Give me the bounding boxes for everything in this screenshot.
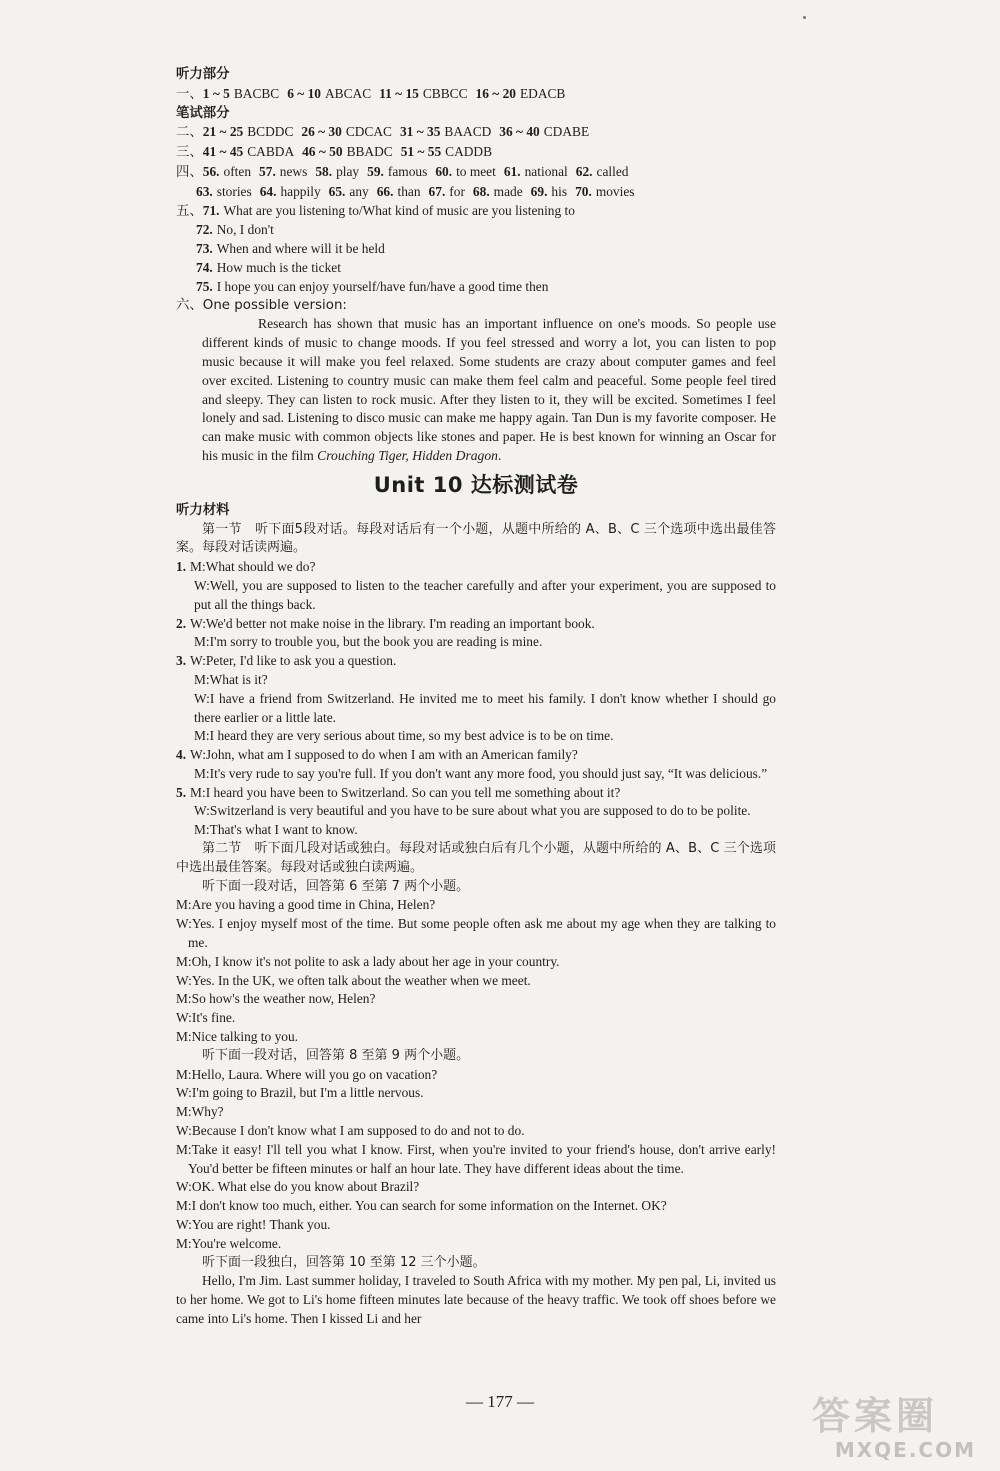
- dialog-line: [176, 577, 776, 615]
- dialog-line: [176, 727, 776, 746]
- answer-letters: ABCAC: [325, 85, 372, 101]
- item-number: 71.: [202, 202, 220, 218]
- item-number: 67.: [428, 183, 446, 199]
- speaker: M:: [194, 728, 210, 744]
- answer-range: 41 ~ 45: [202, 144, 244, 160]
- utterance: I'm sorry to trouble you, but the book you are reading is mine.: [209, 634, 543, 650]
- dialog-text: [194, 728, 613, 743]
- answer-range: 36 ~ 40: [499, 124, 540, 140]
- dialog-line: [176, 802, 776, 821]
- item-answer: to meet: [456, 163, 496, 179]
- utterance: Hello, Laura. Where will you go on vacation?: [191, 1066, 438, 1082]
- dialog-line: [176, 1197, 776, 1216]
- speaker: W:: [176, 916, 192, 932]
- part-2-instructions: 第二节 听下面几段对话或独白。每段对话或独白后有几个小题，从题中所给的 A、B、C 三个选项中选出最佳答案。每段对话或独白读两遍。: [176, 841, 776, 875]
- item-answer: I hope you can enjoy yourself/have fun/have a good time then: [216, 278, 549, 294]
- answer-letters: CBBCC: [422, 85, 468, 101]
- utterance: Yes. In the UK, we often talk about the weather when we meet.: [191, 972, 531, 988]
- answer-range: 51 ~ 55: [400, 144, 442, 160]
- answer-letters: BAACD: [444, 124, 492, 140]
- item-number: 61.: [503, 163, 521, 179]
- item-number: 74.: [196, 259, 213, 275]
- section-1-answers: [176, 85, 776, 105]
- dialog-text: [194, 634, 542, 649]
- speaker: M:: [176, 1198, 192, 1214]
- dialog-text: [190, 559, 315, 574]
- item-answer: news: [279, 163, 308, 179]
- dialog-text: [194, 672, 268, 687]
- utterance: Nice talking to you.: [191, 1029, 299, 1045]
- section-label: 二、: [176, 125, 203, 141]
- section-label: 四、: [176, 164, 203, 180]
- item-number: 69.: [530, 183, 548, 199]
- speaker: M:: [176, 1235, 192, 1251]
- utterance: Well, you are supposed to listen to the teacher carefully and after your experiment, you are supposed to put all the things back.: [194, 577, 776, 612]
- section-6-label: 六、One possible version:: [176, 297, 347, 313]
- dialog-text: [190, 653, 396, 668]
- listening-header: 听力部分: [176, 67, 230, 82]
- dialog-line: [176, 896, 776, 915]
- item-answer: any: [349, 183, 369, 199]
- answer-letters: BACBC: [233, 85, 280, 101]
- section-5-item: [176, 221, 776, 240]
- dialog-line: [176, 1178, 776, 1197]
- item-number: 75.: [196, 278, 213, 294]
- speaker: W:: [190, 615, 206, 631]
- speaker: W:: [176, 1217, 192, 1233]
- section-4-row-2: [176, 183, 776, 202]
- dialog-text: [190, 785, 620, 800]
- dialog-line: [176, 1084, 776, 1103]
- utterance: John, what am I supposed to do when I am with an American family?: [205, 747, 578, 763]
- speaker: M:: [190, 784, 206, 800]
- dialog-number: 3.: [176, 653, 187, 669]
- section-5-item: [176, 259, 776, 278]
- section-3-answers: [176, 143, 776, 163]
- item-answer: made: [493, 183, 523, 199]
- item-answer: stories: [216, 183, 252, 199]
- item-number: 57.: [259, 163, 276, 179]
- item-number: 58.: [315, 163, 333, 179]
- dialog-line: [176, 690, 776, 728]
- item-number: 65.: [328, 183, 346, 199]
- speaker: W:: [176, 1085, 192, 1101]
- answer-range: 1 ~ 5: [202, 85, 230, 101]
- item-number: 63.: [196, 183, 213, 199]
- answer-letters: CDABE: [543, 124, 590, 140]
- answer-letters: CABDA: [247, 144, 295, 160]
- section-label: 一、: [176, 86, 203, 102]
- dialog-line: [176, 671, 776, 690]
- page-number: — 177 —: [466, 1392, 534, 1411]
- dialog-line: [176, 652, 776, 671]
- answer-letters: CDCAC: [345, 124, 392, 140]
- speaker: M:: [176, 1066, 192, 1082]
- dialog-text: [190, 747, 578, 762]
- item-answer: How much is the ticket: [216, 259, 341, 275]
- speaker: M:: [194, 765, 210, 781]
- dialog-line: [176, 1216, 776, 1235]
- speaker: W:: [190, 653, 206, 669]
- utterance: It's very rude to say you're full. If you don't want any more food, you should just say, “It was delicious.”: [209, 765, 768, 781]
- utterance: Yes. I enjoy myself most of the time. But some people often ask me about my age when they are talking to me.: [188, 916, 776, 951]
- unit-title: Unit 10 达标测试卷: [373, 472, 579, 497]
- dialog-line: [176, 953, 776, 972]
- utterance: I have a friend from Switzerland. He invited me to meet his family. I don't know whether I should go there earlier or a little late.: [194, 690, 776, 725]
- utterance: So how's the weather now, Helen?: [191, 991, 376, 1007]
- speaker: M:: [176, 991, 192, 1007]
- section-label: 三、: [176, 145, 203, 161]
- dialog-intro: 听下面一段对话，回答第 8 至第 9 两个小题。: [202, 1047, 470, 1063]
- item-number: 56.: [202, 163, 220, 179]
- answer-range: 16 ~ 20: [475, 85, 516, 101]
- dialog-line: [176, 972, 776, 991]
- utterance: Why?: [191, 1104, 224, 1120]
- speaker: M:: [176, 1141, 192, 1157]
- item-answer: famous: [387, 163, 428, 179]
- answer-range: 11 ~ 15: [379, 85, 419, 101]
- answer-range: 26 ~ 30: [301, 124, 342, 140]
- answer-letters: BBADC: [346, 144, 393, 160]
- utterance: Because I don't know what I am supposed to do and not to do.: [191, 1123, 525, 1139]
- dialog-text: [190, 616, 595, 631]
- speaker: M:: [176, 897, 192, 913]
- speaker: M:: [190, 559, 206, 575]
- monologue-intro: 听下面一段独白，回答第 10 至第 12 三个小题。: [202, 1254, 486, 1270]
- utterance: That's what I want to know.: [209, 822, 358, 838]
- item-answer: called: [596, 163, 629, 179]
- dialog-intro: 听下面一段对话，回答第 6 至第 7 两个小题。: [202, 878, 470, 894]
- dialog-text: [194, 822, 358, 837]
- item-number: 66.: [376, 183, 394, 199]
- speaker: W:: [190, 747, 206, 763]
- item-answer: for: [449, 183, 465, 199]
- essay-text: Research has shown that music has an important influence on one's moods. So people use different kinds of music to change moods. If you feel stressed and worry a lot, you can listen to pop music because it will make you feel relaxed. Some students are crazy about computer games and feel over excited. Listening to country music can make them feel calm and peaceful. Some people feel tired and sleepy. They can listen to rock music. After they listen to it, they will be excited. Sometimes I feel lonely and sad. Listening to disco music can make me happy again. Tan Dun is my favorite composer. He can make music with common objects like stones and paper. He is best known for winning an Oscar for his music in the film: [202, 316, 776, 463]
- item-answer: What are you listening to/What kind of music are you listening to: [223, 202, 575, 218]
- dialog-line: [176, 990, 776, 1009]
- dialog-line: [176, 558, 776, 577]
- item-answer: national: [524, 163, 568, 179]
- dialog-line: [176, 1103, 776, 1122]
- item-answer: happily: [280, 183, 321, 199]
- utterance: I heard you have been to Switzerland. So can you tell me something about it?: [205, 784, 621, 800]
- item-answer: than: [397, 183, 421, 199]
- item-number: 68.: [472, 183, 490, 199]
- item-answer: play: [336, 163, 360, 179]
- utterance: You are right! Thank you.: [191, 1217, 331, 1233]
- speaker: W:: [176, 972, 192, 988]
- dialog-line: [176, 1141, 776, 1179]
- dialog-text: [194, 578, 776, 612]
- answer-letters: BCDDC: [247, 124, 294, 140]
- part-1-instructions: 第一节 听下面5段对话。每段对话后有一个小题，从题中所给的 A、B、C 三个选项中选出最佳答案。每段对话读两遍。: [176, 521, 776, 556]
- utterance: Switzerland is very beautiful and you have to be sure about what you are supposed to do to be polite.: [209, 803, 751, 819]
- dialog-line: [176, 633, 776, 652]
- section-4-row-1: [176, 163, 776, 183]
- dialog-line: [176, 784, 776, 803]
- speaker: W:: [194, 803, 210, 819]
- answer-range: 6 ~ 10: [287, 85, 321, 101]
- item-number: 70.: [575, 183, 592, 199]
- page-content: [176, 66, 776, 1329]
- watermark-sub: MXQE.COM: [834, 1438, 976, 1462]
- dialog-line: [176, 1235, 776, 1254]
- utterance: I'm going to Brazil, but I'm a little nervous.: [191, 1085, 424, 1101]
- answer-letters: EDACB: [519, 85, 566, 101]
- section-2-answers: [176, 123, 776, 143]
- essay-end: .: [497, 447, 502, 463]
- essay: [176, 315, 776, 465]
- scan-dot: [803, 16, 806, 19]
- utterance: It's fine.: [191, 1010, 236, 1026]
- section-label: 五、: [176, 203, 203, 219]
- item-number: 73.: [196, 241, 213, 257]
- speaker: W:: [176, 1123, 192, 1139]
- utterance: I don't know too much, either. You can search for some information on the Internet. OK?: [191, 1198, 667, 1214]
- speaker: M:: [176, 953, 192, 969]
- speaker: W:: [176, 1010, 192, 1026]
- dialog-line: [176, 1066, 776, 1085]
- utterance: We'd better not make noise in the library. I'm reading an important book.: [205, 615, 595, 631]
- dialog-number: 5.: [176, 784, 187, 800]
- dialog-number: 2.: [176, 615, 187, 631]
- item-answer: No, I don't: [216, 222, 274, 238]
- dialog-line: [176, 615, 776, 634]
- item-number: 62.: [575, 163, 593, 179]
- utterance: Take it easy! I'll tell you what I know. First, when you're invited to your friend's house, don't arrive early! You'd better be fifteen minutes or half an hour late. They have different ideas about the time.: [188, 1141, 776, 1176]
- speaker: M:: [194, 822, 210, 838]
- speaker: W:: [176, 1179, 192, 1195]
- dialog-text: [194, 766, 767, 781]
- speaker: W:: [194, 577, 210, 593]
- materials-header: 听力材料: [176, 502, 230, 518]
- answer-letters: CADDB: [445, 144, 493, 160]
- answer-range: 46 ~ 50: [302, 144, 343, 160]
- utterance: Are you having a good time in China, Helen?: [191, 897, 436, 913]
- utterance: Oh, I know it's not polite to ask a lady about her age in your country.: [191, 953, 560, 969]
- item-answer: his: [551, 183, 568, 199]
- section-5-item: [176, 278, 776, 297]
- dialog-text: [194, 691, 776, 725]
- utterance: What is it?: [209, 671, 268, 687]
- speaker: M:: [194, 671, 210, 687]
- utterance: I heard they are very serious about time, so my best advice is to be on time.: [209, 728, 614, 744]
- dialog-line: [176, 1028, 776, 1047]
- watermark-main: 答案圈: [812, 1394, 939, 1438]
- speaker: W:: [194, 690, 210, 706]
- dialog-line: [176, 1122, 776, 1141]
- speaker: M:: [176, 1029, 192, 1045]
- item-number: 60.: [435, 163, 453, 179]
- utterance: OK. What else do you know about Brazil?: [191, 1179, 420, 1195]
- dialog-line: [176, 1009, 776, 1028]
- item-answer: often: [223, 163, 252, 179]
- watermark-logo: [812, 1394, 982, 1464]
- item-number: 59.: [367, 163, 384, 179]
- answer-range: 21 ~ 25: [202, 124, 244, 140]
- dialog-line: [176, 765, 776, 784]
- dialog-number: 4.: [176, 747, 187, 763]
- item-number: 64.: [259, 183, 277, 199]
- speaker: M:: [176, 1104, 192, 1120]
- speaker: M:: [194, 634, 210, 650]
- dialog-number: 1.: [176, 559, 187, 575]
- utterance: What should we do?: [205, 559, 316, 575]
- utterance: You're welcome.: [191, 1235, 282, 1251]
- film-title: Crouching Tiger, Hidden Dragon: [317, 447, 498, 463]
- dialog-line: [176, 746, 776, 765]
- utterance: Peter, I'd like to ask you a question.: [205, 653, 397, 669]
- dialog-text: [194, 803, 751, 818]
- section-5-item: [176, 240, 776, 259]
- monologue: Hello, I'm Jim. Last summer holiday, I traveled to South Africa with my mother. My pen pal, Li, invited us to her home. We got to Li's home fifteen minutes late because of the heavy traffic. We took off shoes before we came into Li's home. Then I kissed Li and her: [176, 1273, 776, 1326]
- item-number: 72.: [196, 222, 213, 238]
- item-answer: When and where will it be held: [216, 241, 385, 257]
- section-5-item: [176, 202, 776, 222]
- written-header: 笔试部分: [176, 105, 230, 121]
- answer-range: 31 ~ 35: [399, 124, 441, 140]
- item-answer: movies: [595, 183, 635, 199]
- dialog-line: [176, 821, 776, 840]
- dialog-line: [176, 915, 776, 953]
